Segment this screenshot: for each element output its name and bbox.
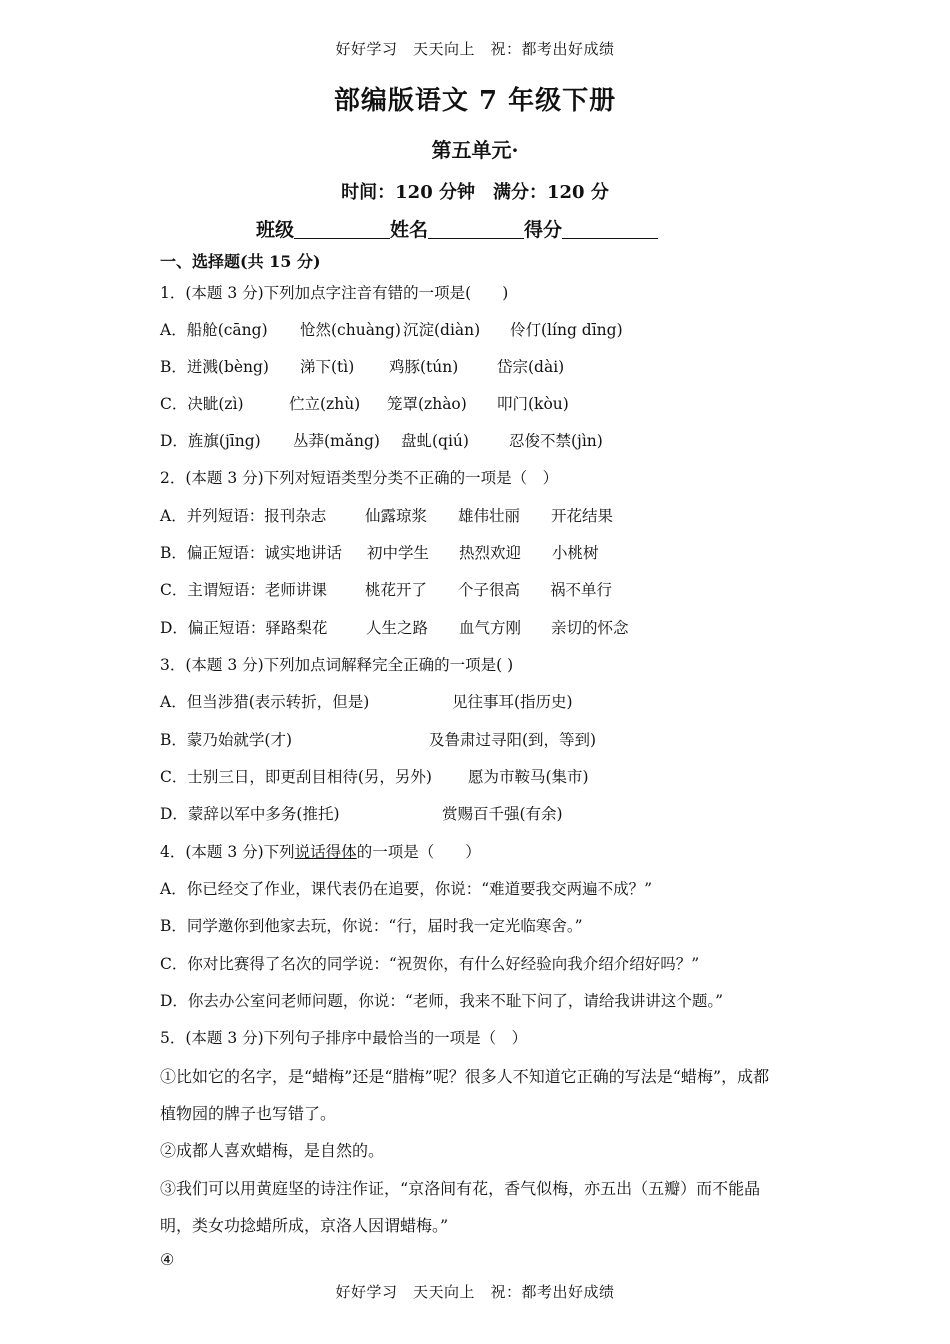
q3-c-item: 愿为市鞍马(集市) [468,768,589,786]
q5-sentence-2: ②成都人喜欢蜡梅，是自然的。 [160,1141,385,1160]
question-2-stem: 2．(本题 3 分)下列对短语类型分类不正确的一项是（ ） [160,469,559,487]
q1-option-a [160,318,860,340]
q2-c-item: 祸不单行 [550,581,613,599]
q2-c-item: C．主谓短语：老师讲课 [160,581,327,599]
q3-option-c [160,765,860,787]
q5-sentence-4: ④ [160,1250,175,1269]
q1-d-item: 盘虬(qiú) [401,432,469,450]
q2-b-item: 热烈欢迎 [459,544,522,562]
q2-a-item: 开花结果 [551,507,614,525]
q3-b-item: 及鲁肃过寻阳(到，等到) [429,731,597,749]
q4-option-d: D．你去办公室问老师问题，你说：“老师，我来不耻下问了，请给我讲讲这个题。” [160,992,724,1010]
q2-b-item: B．偏正短语：诚实地讲话 [160,544,342,562]
q1-a-item: 沉淀(diàn) [403,321,481,339]
q2-option-d [160,616,860,638]
q1-c-item: C．决眦(zì) [160,395,244,413]
q4-stem-after: 的一项是（ ） [356,843,481,861]
q2-d-item: 人生之路 [366,619,429,637]
q5-sentence-3-line-2: 明，类女功捻蜡所成，京洛人因谓蜡梅。” [160,1216,449,1235]
unit-title: 第五单元· [431,138,519,162]
question-5-stem: 5．(本题 3 分)下列句子排序中最恰当的一项是（ ） [160,1029,528,1047]
q2-b-item: 小桃树 [552,544,599,562]
class-blank[interactable] [294,218,390,239]
q1-d-item: 忍俊不禁(jìn) [509,432,603,450]
q1-c-item: 叩门(kòu) [497,395,569,413]
score-label: 得分 [524,219,563,241]
q1-option-d [160,429,860,451]
name-blank[interactable] [428,218,524,239]
q2-d-item: 亲切的怀念 [551,619,629,637]
q1-option-b [160,355,860,377]
q2-a-item: 仙露琼浆 [365,507,428,525]
q1-a-item: 怆然(chuàng) [300,321,401,339]
q2-d-item: 血气方刚 [459,619,522,637]
q3-a-item: 见往事耳(指历史) [452,693,573,711]
q1-d-item: 丛莽(mǎng) [293,432,380,450]
class-label: 班级 [256,219,295,241]
section-title: 一、选择题(共 15 分) [160,252,321,271]
q2-c-item: 个子很高 [458,581,521,599]
q3-option-d [160,802,860,824]
q3-option-b [160,728,860,750]
q5-sentence-3-line-1: ③我们可以用黄庭坚的诗注作证，“京洛间有花，香气似梅，亦五出（五瓣）而不能晶 [160,1179,761,1198]
question-3-stem: 3．(本题 3 分)下列加点词解释完全正确的一项是( ) [160,656,514,674]
page-header: 好好学习 天天向上 祝：都考出好成绩 [335,40,615,58]
q4-option-b: B．同学邀你到他家去玩，你说：“行，届时我一定光临寒舍。” [160,917,583,935]
q3-option-a [160,690,860,712]
question-4-stem [160,840,481,862]
q2-a-item: 雄伟壮丽 [458,507,521,525]
score-blank[interactable] [562,218,658,239]
student-info-line [256,215,658,242]
q1-a-item: A．船舱(cāng) [160,321,268,339]
q2-d-item: D．偏正短语：驿路梨花 [160,619,328,637]
q1-c-item: 伫立(zhù) [289,395,361,413]
q4-underlined-term: 说话得体 [294,843,357,861]
q1-c-item: 笼罩(zhào) [387,395,467,413]
q5-sentence-1-line-2: 植物园的牌子也写错了。 [160,1104,337,1123]
q1-a-item: 伶仃(líng dīng) [510,321,623,339]
q2-a-item: A．并列短语：报刊杂志 [160,507,327,525]
page-footer: 好好学习 天天向上 祝：都考出好成绩 [335,1283,615,1301]
q2-c-item: 桃花开了 [365,581,428,599]
document-title: 部编版语文 7 年级下册 [333,86,617,116]
q4-stem-before: 4．(本题 3 分)下列 [160,843,295,861]
time-info: 时间：120 分钟 满分：120 分 [341,182,609,203]
q3-d-item: D．蒙辞以军中多务(推托) [160,805,340,823]
q2-option-a [160,504,860,526]
q3-b-item: B．蒙乃始就学(才) [160,731,292,749]
q4-option-a: A．你已经交了作业，课代表仍在追要，你说：“难道要我交两遍不成？” [160,880,653,898]
q1-b-item: 鸡豚(tún) [389,358,459,376]
q3-c-item: C．士别三日，即更刮目相待(另，另外) [160,768,432,786]
q1-b-item: 涕下(tì) [300,358,355,376]
question-1-stem: 1．(本题 3 分)下列加点字注音有错的一项是( ) [160,284,509,302]
q1-b-item: B．迸溅(bèng) [160,358,269,376]
q2-b-item: 初中学生 [367,544,430,562]
name-label: 姓名 [390,219,429,241]
q3-d-item: 赏赐百千强(有余) [442,805,563,823]
q2-option-c [160,578,860,600]
q1-d-item: D．旌旗(jīng) [160,432,261,450]
q3-a-item: A．但当涉猎(表示转折，但是) [160,693,370,711]
q2-option-b [160,541,860,563]
q1-b-item: 岱宗(dài) [497,358,565,376]
q1-option-c [160,392,860,414]
q4-option-c: C．你对比赛得了名次的同学说：“祝贺你，有什么好经验向我介绍介绍好吗？” [160,955,700,973]
q5-sentence-1-line-1: ①比如它的名字，是“蜡梅”还是“腊梅”呢？很多人不知道它正确的写法是“蜡梅”，成都 [160,1067,770,1086]
